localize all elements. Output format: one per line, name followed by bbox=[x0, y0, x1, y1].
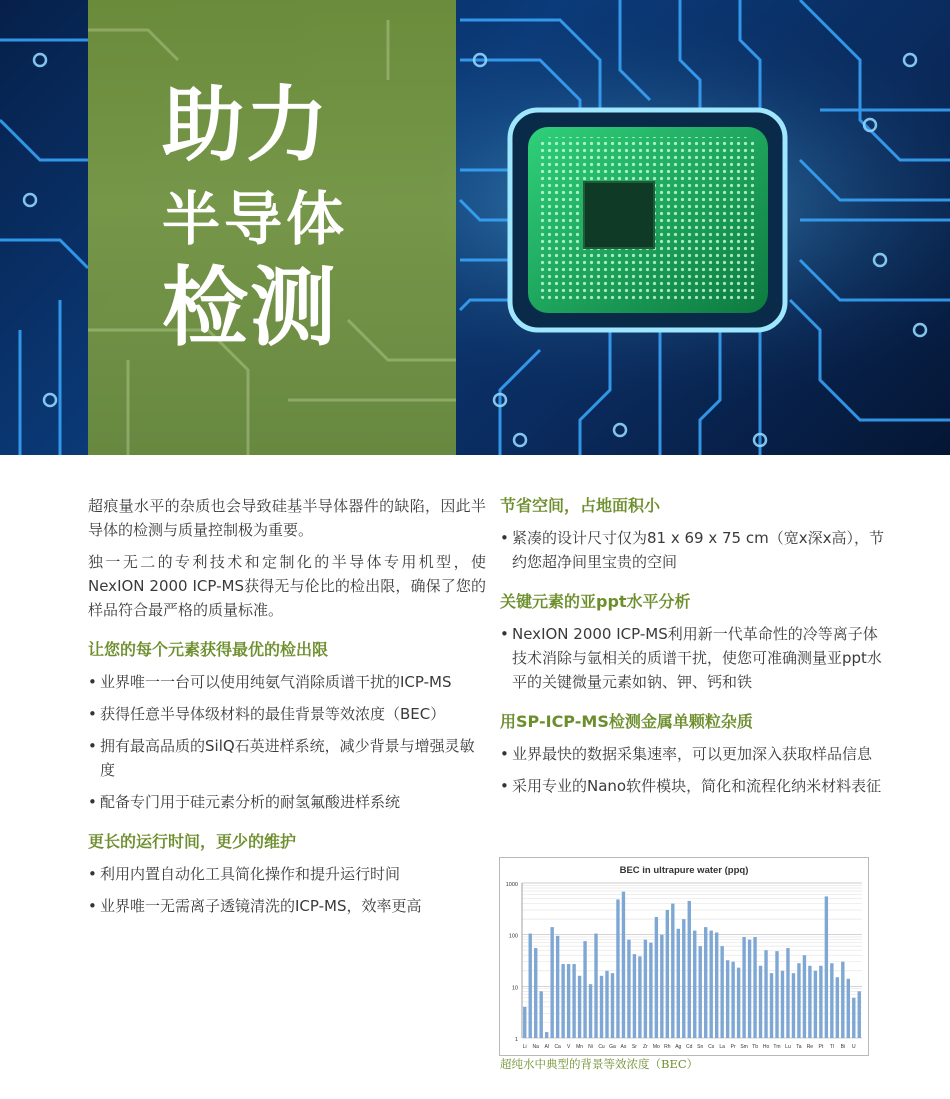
bar bbox=[803, 955, 806, 1038]
bar bbox=[556, 936, 559, 1038]
section-heading-footprint: 节省空间，占地面积小 bbox=[500, 496, 661, 515]
bec-chart-svg bbox=[500, 858, 868, 1055]
bar bbox=[523, 1007, 526, 1038]
bec-chart bbox=[499, 857, 869, 1056]
list-item: • 业界唯一无需离子透镜清洗的ICP-MS，效率更高 bbox=[88, 894, 486, 918]
bar bbox=[748, 940, 751, 1038]
bar bbox=[808, 966, 811, 1038]
x-tick-label: Al bbox=[544, 1044, 549, 1050]
x-tick-label: Tb bbox=[752, 1044, 758, 1050]
y-tick-label: 10 bbox=[511, 985, 518, 992]
footprint-list bbox=[500, 526, 890, 574]
list-item: • 采用专业的Nano软件模块，简化和流程化纳米材料表征 bbox=[500, 774, 890, 798]
bar bbox=[737, 968, 740, 1038]
hero-title-line3: 检测 bbox=[162, 258, 338, 358]
x-tick-label: Zr bbox=[643, 1044, 648, 1050]
bar bbox=[830, 963, 833, 1038]
section-heading-runtime: 更长的运行时间，更少的维护 bbox=[88, 832, 297, 851]
x-tick-label: V bbox=[566, 1044, 571, 1050]
x-tick-label: Cu bbox=[598, 1044, 605, 1050]
bar bbox=[781, 971, 784, 1038]
bar bbox=[682, 919, 685, 1038]
bar bbox=[715, 933, 718, 1038]
x-tick-label: Ni bbox=[588, 1044, 593, 1050]
bar bbox=[671, 904, 674, 1038]
list-item: • 获得任意半导体级材料的最佳背景等效浓度（BEC） bbox=[88, 702, 486, 726]
x-tick-label: As bbox=[620, 1044, 627, 1050]
bar bbox=[858, 991, 861, 1038]
section-heading-sub-ppt: 关键元素的亚ppt水平分析 bbox=[500, 592, 691, 611]
bar bbox=[731, 962, 734, 1038]
bar bbox=[567, 964, 570, 1038]
x-tick-label: Sr bbox=[631, 1044, 637, 1050]
bar bbox=[693, 931, 696, 1038]
bar bbox=[792, 973, 795, 1038]
list-item: • NexION 2000 ICP-MS利用新一代革命性的冷等离子体技术消除与氩相关的质谱干扰，使您可准确测量亚ppt水平的关键微量元素如钠、钾、钙和铁 bbox=[500, 622, 890, 694]
section-heading-detection-limit: 让您的每个元素获得最优的检出限 bbox=[88, 640, 329, 659]
x-tick-label: Pt bbox=[818, 1044, 824, 1050]
left-column bbox=[88, 494, 486, 926]
x-tick-label: Ta bbox=[796, 1044, 802, 1050]
bar bbox=[539, 991, 542, 1038]
y-tick-label: 1 bbox=[514, 1037, 518, 1043]
x-tick-label: Ga bbox=[609, 1044, 616, 1050]
bar bbox=[836, 977, 839, 1038]
bar bbox=[688, 901, 691, 1038]
bar bbox=[534, 948, 537, 1038]
x-tick-label: Ho bbox=[762, 1044, 770, 1050]
bar bbox=[649, 943, 652, 1038]
runtime-list bbox=[88, 862, 486, 918]
bar bbox=[600, 976, 603, 1038]
x-tick-label: Li bbox=[522, 1044, 527, 1050]
bar bbox=[616, 899, 619, 1038]
bar bbox=[786, 948, 789, 1038]
bar bbox=[633, 954, 636, 1038]
x-tick-label: La bbox=[719, 1044, 725, 1050]
x-tick-label: Tm bbox=[773, 1044, 781, 1050]
bar bbox=[644, 940, 647, 1038]
x-tick-label: Mo bbox=[652, 1044, 660, 1050]
bar bbox=[622, 892, 625, 1038]
x-tick-label: Lu bbox=[785, 1044, 791, 1050]
bar bbox=[572, 964, 575, 1038]
bar bbox=[709, 931, 712, 1038]
sub-ppt-list bbox=[500, 622, 890, 694]
sp-icp-ms-list bbox=[500, 742, 890, 798]
x-tick-label: Pr bbox=[730, 1044, 736, 1050]
chart-title: BEC in ultrapure water (ppq) bbox=[619, 865, 749, 876]
hero-title-line2: 半导体 bbox=[162, 185, 349, 253]
x-tick-label: Sn bbox=[697, 1044, 704, 1050]
bar bbox=[753, 937, 756, 1038]
bar bbox=[841, 962, 844, 1038]
list-item: • 利用内置自动化工具简化操作和提升运行时间 bbox=[88, 862, 486, 886]
x-tick-label: U bbox=[851, 1044, 856, 1050]
x-tick-label: Cd bbox=[686, 1044, 693, 1050]
x-tick-label: Re bbox=[806, 1044, 814, 1050]
bar bbox=[819, 966, 822, 1038]
list-item: • 配备专门用于硅元素分析的耐氢氟酸进样系统 bbox=[88, 790, 486, 814]
intro-paragraph-2: 独一无二的专利技术和定制化的半导体专用机型，使NexION 2000 ICP-MS获得无与伦比的检出限，确保了您的样品符合最严格的质量标准。 bbox=[88, 553, 486, 619]
bar bbox=[797, 963, 800, 1038]
chart-caption: 超纯水中典型的背景等效浓度（BEC） bbox=[500, 1057, 699, 1071]
bar bbox=[545, 1032, 548, 1038]
bar bbox=[611, 973, 614, 1038]
x-tick-label: Mn bbox=[576, 1044, 584, 1050]
x-tick-label: Ca bbox=[554, 1044, 561, 1050]
bar bbox=[852, 998, 855, 1038]
bar bbox=[583, 941, 586, 1038]
detection-limit-list bbox=[88, 670, 486, 814]
y-tick-label: 1000 bbox=[505, 882, 518, 888]
bar bbox=[726, 960, 729, 1038]
list-item: • 业界最快的数据采集速率，可以更加深入获取样品信息 bbox=[500, 742, 890, 766]
hero-title-line1: 助力 bbox=[162, 78, 331, 173]
x-tick-label: Na bbox=[532, 1044, 539, 1050]
x-tick-label: Cs bbox=[708, 1044, 715, 1050]
bar bbox=[825, 896, 828, 1038]
bar bbox=[589, 984, 592, 1038]
bar bbox=[660, 935, 663, 1038]
bar bbox=[704, 927, 707, 1038]
bar bbox=[814, 971, 817, 1038]
bar bbox=[594, 934, 597, 1038]
bar bbox=[578, 976, 581, 1038]
intro-paragraph-1: 超痕量水平的杂质也会导致硅基半导体器件的缺陷，因此半导体的检测与质量控制极为重要。 bbox=[88, 497, 486, 539]
right-column bbox=[500, 494, 890, 806]
bar bbox=[638, 956, 641, 1038]
section-heading-sp-icp-ms: 用SP-ICP-MS检测金属单颗粒杂质 bbox=[500, 712, 753, 731]
bar bbox=[759, 966, 762, 1038]
bar bbox=[677, 929, 680, 1038]
bar bbox=[561, 964, 564, 1038]
bar bbox=[764, 950, 767, 1038]
bar bbox=[775, 951, 778, 1038]
bar bbox=[605, 971, 608, 1038]
bar bbox=[666, 910, 669, 1038]
bar bbox=[627, 940, 630, 1038]
x-tick-label: Tl bbox=[829, 1044, 834, 1050]
bar bbox=[847, 979, 850, 1038]
chart-x-ticks bbox=[523, 1044, 856, 1050]
bar bbox=[742, 937, 745, 1038]
x-tick-label: Sm bbox=[740, 1044, 748, 1050]
list-item: • 拥有最高品质的SilQ石英进样系统，减少背景与增强灵敏度 bbox=[88, 734, 486, 782]
bar bbox=[720, 946, 723, 1038]
chart-bars bbox=[523, 892, 861, 1038]
list-item: • 业界唯一一台可以使用纯氨气消除质谱干扰的ICP-MS bbox=[88, 670, 486, 694]
bar bbox=[770, 973, 773, 1038]
bar bbox=[550, 927, 553, 1038]
bar bbox=[529, 934, 532, 1038]
x-tick-label: Rh bbox=[664, 1044, 671, 1050]
bar bbox=[699, 946, 702, 1038]
list-item: • 紧凑的设计尺寸仅为81 x 69 x 75 cm（宽x深x高），节约您超净间里宝贵的空间 bbox=[500, 526, 890, 574]
chart-y-ticks bbox=[506, 882, 518, 1043]
x-tick-label: Ag bbox=[675, 1044, 682, 1050]
x-tick-label: Bi bbox=[840, 1044, 846, 1050]
hero-banner bbox=[0, 0, 950, 455]
bar bbox=[655, 917, 658, 1038]
y-tick-label: 100 bbox=[508, 933, 518, 940]
